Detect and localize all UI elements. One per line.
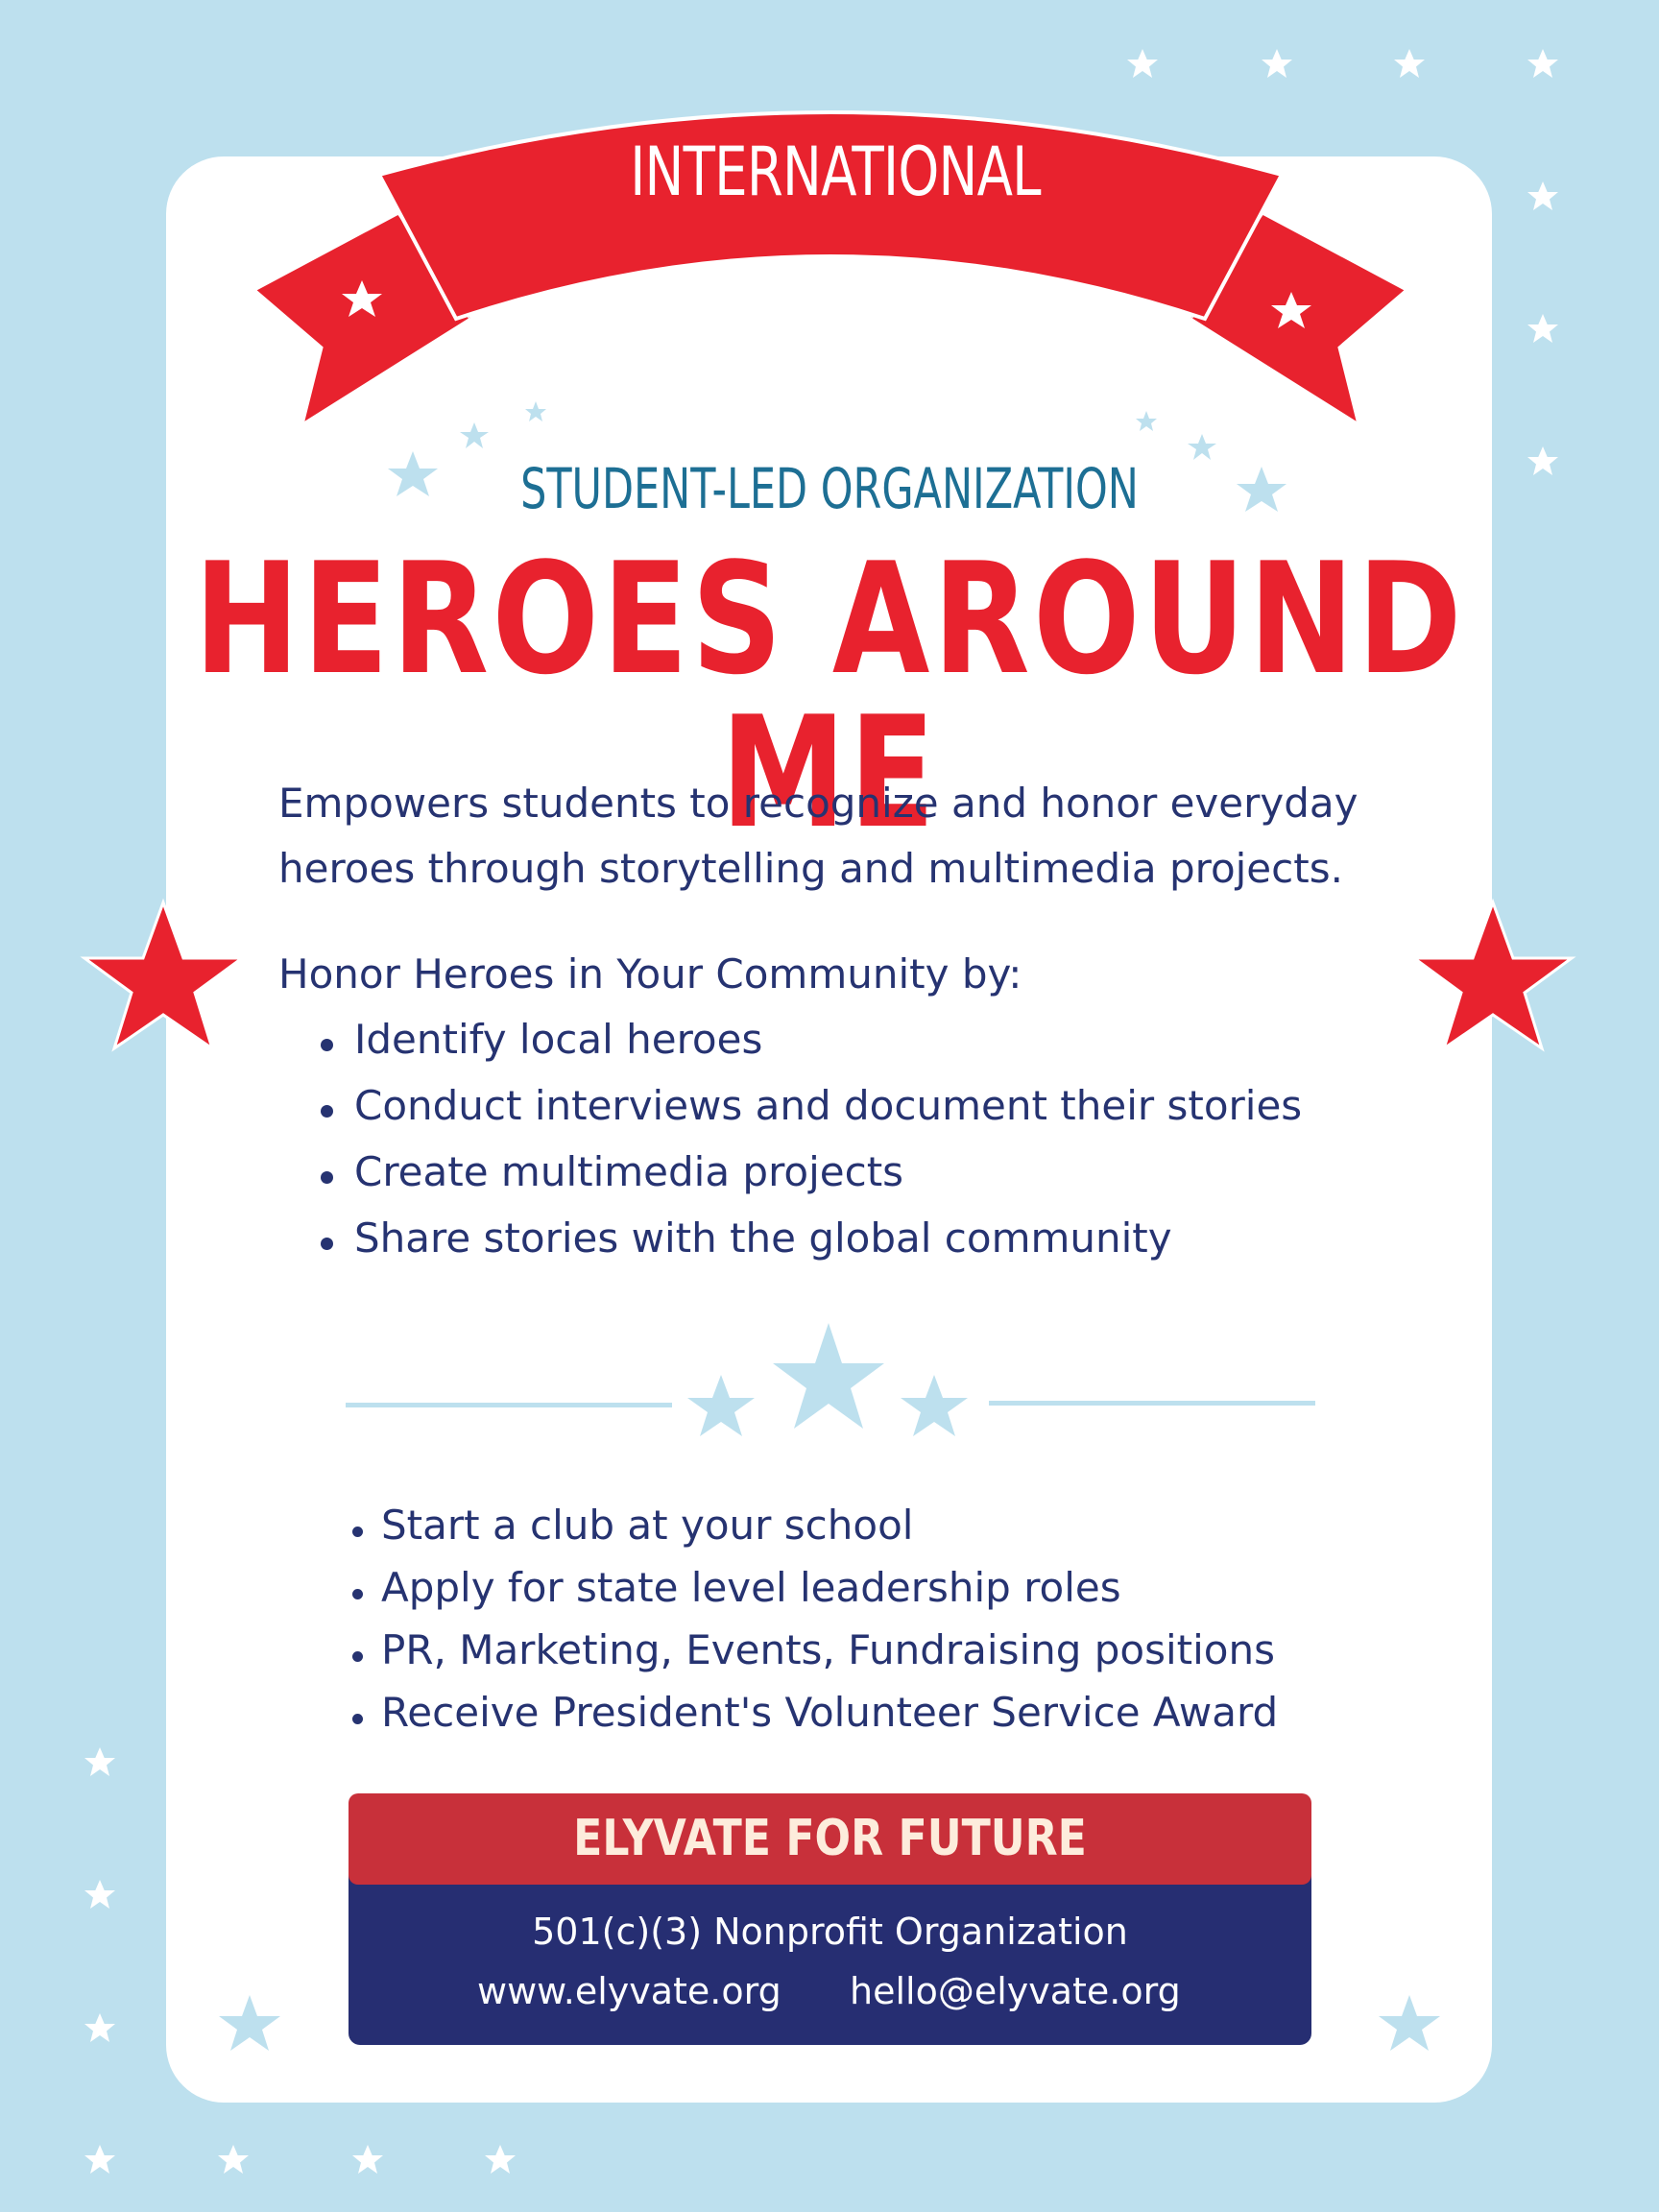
intro-line-1: Empowers students to recognize and honor everyday xyxy=(278,780,1358,827)
page-title: HEROES AROUND ME xyxy=(194,529,1465,862)
star-icon xyxy=(687,1375,755,1436)
list-item: Create multimedia projects xyxy=(354,1148,1302,1214)
list-item: Identify local heroes xyxy=(354,1016,1302,1082)
star-icon xyxy=(525,401,546,421)
bullet-dot xyxy=(321,1171,333,1184)
bullet-dot xyxy=(321,1105,333,1118)
right-red-star xyxy=(1407,893,1579,1056)
star-icon xyxy=(84,1880,115,1909)
honor-heading: Honor Heroes in Your Community by: xyxy=(278,950,1022,998)
bullet-dot xyxy=(352,1589,363,1599)
email-link[interactable]: hello@elyvate.org xyxy=(850,1970,1181,2012)
list-item: Conduct interviews and document their stories xyxy=(354,1082,1302,1148)
card-bottom-stars xyxy=(0,1978,1659,2170)
bullet-dot xyxy=(321,1039,333,1051)
bullet-dot xyxy=(352,1714,363,1724)
star-icon xyxy=(1414,902,1572,1048)
star-icon xyxy=(901,1375,968,1436)
subtitle: STUDENT-LED ORGANIZATION xyxy=(520,456,1139,521)
org-name: ELYVATE FOR FUTURE xyxy=(573,1810,1087,1867)
honor-list xyxy=(354,1016,1302,1281)
list-item: Apply for state level leadership roles xyxy=(381,1564,1278,1626)
website-link[interactable]: www.elyvate.org xyxy=(477,1970,781,2012)
bullet-dot xyxy=(352,1651,363,1662)
star-icon xyxy=(1136,411,1157,431)
star-icon xyxy=(773,1323,884,1429)
opportunities-list xyxy=(381,1502,1278,1751)
banner-text: INTERNATIONAL xyxy=(630,132,1041,211)
star-icon xyxy=(460,422,489,448)
list-item: PR, Marketing, Events, Fundraising positions xyxy=(381,1626,1278,1689)
star-icon xyxy=(1379,1995,1440,2051)
left-red-star xyxy=(77,893,250,1056)
org-status: 501(c)(3) Nonprofit Organization xyxy=(532,1911,1128,1953)
bullet-dot xyxy=(321,1238,333,1250)
star-icon xyxy=(84,902,242,1048)
intro-line-2: heroes through storytelling and multimedia projects. xyxy=(278,845,1343,892)
list-item: Share stories with the global community xyxy=(354,1214,1302,1281)
list-item: Receive President's Volunteer Service Award xyxy=(381,1689,1278,1751)
bullet-dot xyxy=(352,1527,363,1537)
star-icon xyxy=(84,1747,115,1776)
divider-stars xyxy=(341,1315,1320,1459)
list-item: Start a club at your school xyxy=(381,1502,1278,1564)
star-icon xyxy=(219,1995,280,2051)
